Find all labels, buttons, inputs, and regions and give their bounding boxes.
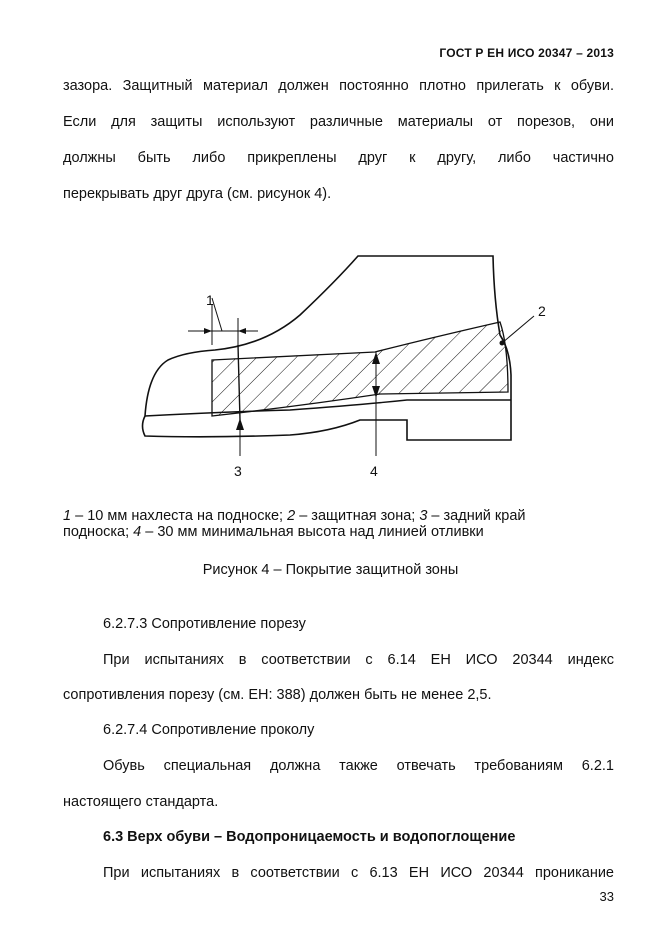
figure-label-1: 1 (206, 292, 214, 308)
paragraph-line: При испытаниях в соответствии с 6.14 ЕН ИСО 20344 индекс (103, 652, 614, 668)
figure-label-2: 2 (538, 303, 546, 319)
paragraph-line: зазора. Защитный материал должен постоянно плотно прилегать к обуви. (63, 78, 614, 94)
page-number: 33 (599, 889, 614, 904)
legend-line-2: подноска; 4 – 30 мм минимальная высота над линией отливки (63, 524, 484, 540)
document-header: ГОСТ Р ЕН ИСО 20347 – 2013 (439, 46, 614, 60)
sole-line (145, 400, 511, 416)
section-heading-6-2-7-4: 6.2.7.4 Сопротивление проколу (103, 722, 315, 738)
figure-legend (63, 508, 526, 540)
paragraph-line: сопротивления порезу (см. ЕН: 388) должен быть не менее 2,5. (63, 687, 492, 703)
paragraph-line: Если для защиты используют различные материалы от порезов, они (63, 114, 614, 130)
figure-title: Рисунок 4 – Покрытие защитной зоны (202, 562, 459, 578)
figure-label-4: 4 (370, 463, 378, 479)
section-heading-6-2-7-3: 6.2.7.3 Сопротивление порезу (103, 616, 306, 632)
paragraph-line: настоящего стандарта. (63, 794, 219, 810)
figure-label-3: 3 (234, 463, 242, 479)
paragraph-line: перекрывать друг друга (см. рисунок 4). (63, 186, 332, 202)
paragraph-line: должны быть либо прикреплены друг к другу, либо частично (63, 150, 614, 166)
paragraph-line: Обувь специальная должна также отвечать требованиям 6.2.1 (103, 758, 614, 774)
paragraph-line: При испытаниях в соответствии с 6.13 ЕН ИСО 20344 проникание (103, 865, 614, 881)
section-heading-6-3: 6.3 Верх обуви – Водопроницаемость и водопоглощение (103, 829, 516, 845)
legend-line-1: 1 – 10 мм нахлеста на подноске; 2 – защитная зона; 3 – задний край (63, 508, 526, 524)
shoe-protection-figure (0, 240, 661, 490)
protective-zone (212, 322, 508, 416)
